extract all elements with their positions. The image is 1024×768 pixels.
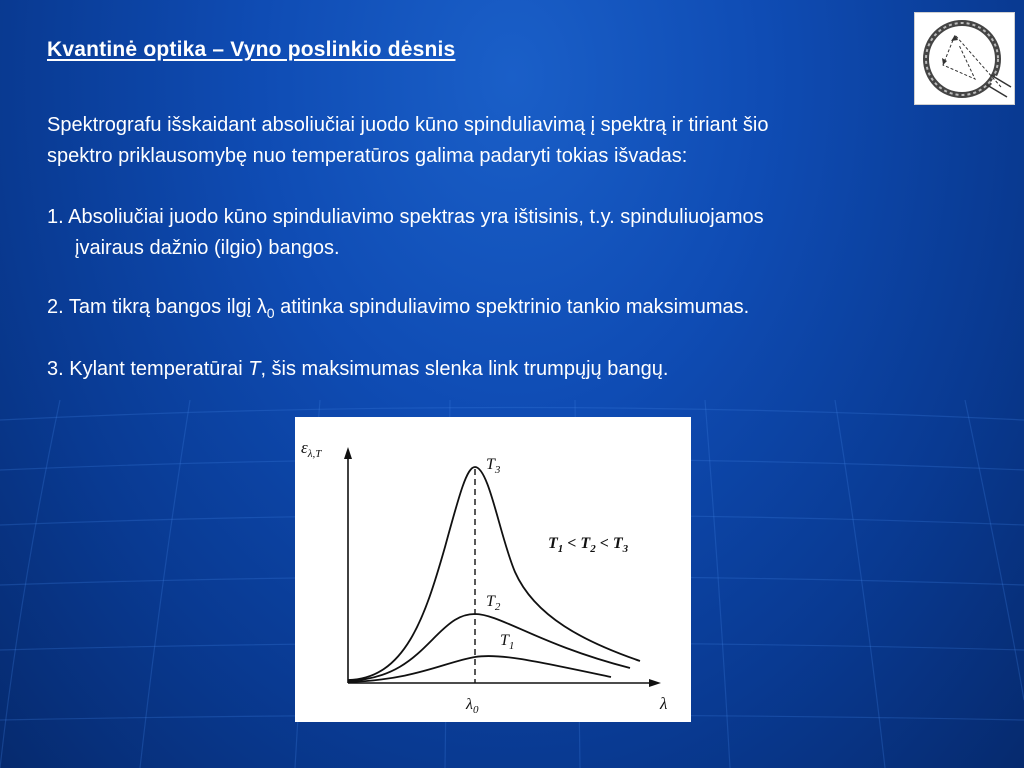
x-axis-arrow xyxy=(649,679,661,687)
point-3-text-end: , šis maksimumas slenka link trumpųjų bangų. xyxy=(260,358,669,380)
wien-law-figure xyxy=(295,417,691,722)
x-axis-label: λ xyxy=(660,694,668,713)
point-2-text-end: atitinka spinduliavimo spektrinio tankio maksimumas. xyxy=(274,296,750,318)
lambda0-label: $\lambda_0$ xyxy=(466,696,479,716)
curve-label-t3: $T_3$ xyxy=(486,456,501,476)
temperature-relation: $T_1 < T_2 < T_3$ xyxy=(548,535,629,555)
curve-t1 xyxy=(348,656,611,682)
spectral-density-graph xyxy=(295,417,691,722)
y-axis-arrow xyxy=(344,447,352,459)
curve-label-t2: $T_2$ xyxy=(486,593,501,613)
curve-label-t1: $T_1$ xyxy=(500,632,515,652)
curve-t2 xyxy=(348,614,630,681)
intro-paragraph xyxy=(47,110,987,172)
point-3 xyxy=(47,354,668,385)
point-2-text: 2. Tam tikrą bangos ilgį λ xyxy=(47,296,267,318)
logo xyxy=(914,12,1015,105)
point-1-line-2: įvairaus dažnio (ilgio) bangos. xyxy=(75,237,340,259)
curve-t3 xyxy=(348,467,640,680)
point-2-subscript: 0 xyxy=(266,305,275,321)
intro-line-1: Spektrografu išskaidant absoliučiai juodo kūno spinduliavimą į spektrą ir tiriant šio xyxy=(47,114,769,136)
point-1-line-1: 1. Absoliučiai juodo kūno spinduliavimo spektras yra ištisinis, t.y. spinduliuojamos xyxy=(47,206,764,228)
point-3-temperature: T xyxy=(248,358,261,380)
y-axis-label: $\varepsilon_{\lambda,T}$ xyxy=(301,438,322,460)
point-3-text: 3. Kylant temperatūrai xyxy=(47,358,249,380)
intro-line-2: spektro priklausomybę nuo temperatūros galima padaryti tokias išvadas: xyxy=(47,145,688,167)
point-1 xyxy=(47,202,987,264)
point-2 xyxy=(47,292,749,329)
slide-title: Kvantinė optika – Vyno poslinkio dėsnis xyxy=(47,38,456,61)
blackbody-cavity-icon xyxy=(915,13,1014,104)
